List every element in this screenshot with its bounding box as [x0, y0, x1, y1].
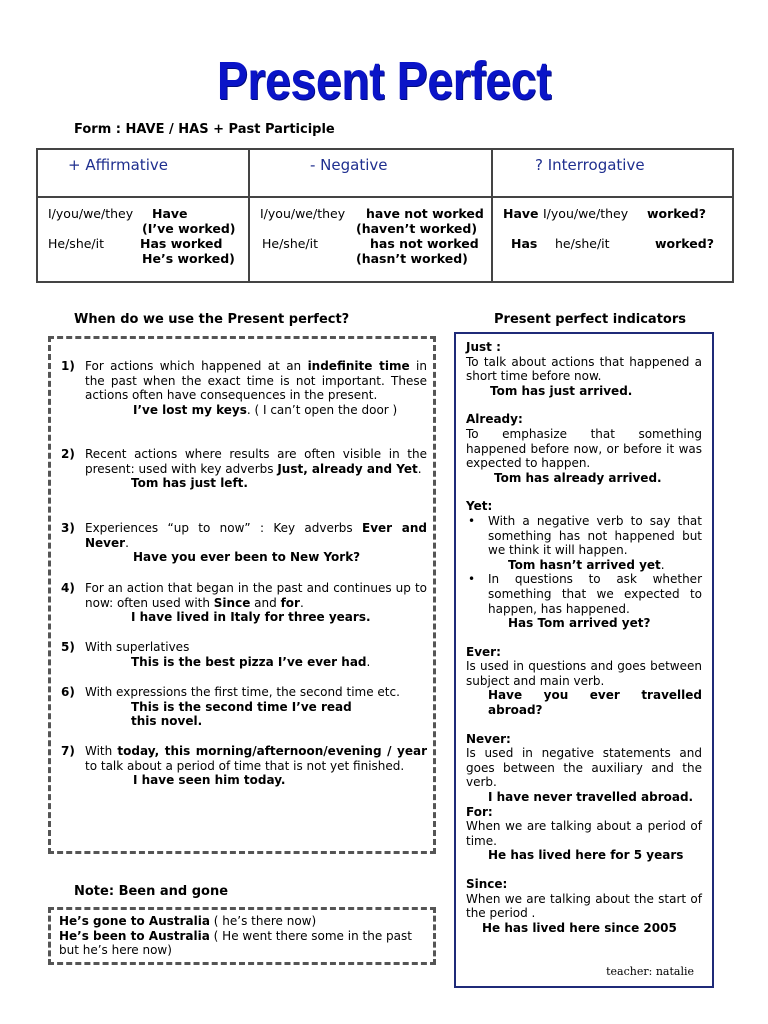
header-affirmative: + Affirmative	[38, 150, 250, 198]
just-text: To talk about actions that happened a short time before now.	[466, 354, 702, 384]
use-number: 6)	[61, 685, 75, 699]
yet-bullet-2: • In questions to ask whether something that we expected to happen, has happened.	[466, 572, 702, 616]
indicators-box	[454, 332, 714, 988]
ever-text: Is used in questions and goes between subject and main verb.	[466, 659, 702, 688]
never-text: Is used in negative statements and goes between the auxiliary and the verb.	[466, 746, 702, 790]
note-box	[48, 907, 436, 965]
use-number: 2)	[61, 447, 75, 461]
for-heading: For:	[466, 804, 493, 819]
use-item	[61, 744, 427, 788]
yet-heading: Yet:	[466, 499, 493, 514]
negative-cell	[250, 198, 493, 281]
just-example: Tom has just arrived.	[490, 383, 633, 398]
already-text: To emphasize that something happened before now, or before it was expected to happen.	[466, 426, 702, 471]
never-example: I have never travelled abroad.	[488, 790, 694, 805]
affirmative-cell	[38, 198, 250, 281]
for-text: When we are talking about a period of time.	[466, 819, 702, 848]
just-heading: Just :	[466, 340, 501, 354]
use-text: With today, this morning/afternoon/evening / year to talk about a period of time that is not yet finished.	[85, 744, 427, 773]
since-text: When we are talking about the start of the period .	[466, 891, 702, 921]
int-verb-2: worked?	[655, 236, 714, 251]
since-example: He has lived here since 2005	[482, 920, 677, 935]
int-subject-1: I/you/we/they	[543, 206, 629, 221]
use-text: Recent actions where results are often visible in the present: used with key adverbs Just, already and Yet.	[85, 447, 427, 476]
neg-verb-2: has not worked	[370, 236, 479, 251]
form-rule: Form : HAVE / HAS + Past Participle	[74, 122, 335, 137]
use-example: Have you ever been to New York?	[133, 550, 361, 565]
since-heading: Since:	[466, 877, 508, 891]
use-example: Tom has just left.	[131, 476, 248, 491]
already-example: Tom has already arrived.	[494, 470, 662, 485]
use-number: 3)	[61, 521, 75, 535]
uses-heading: When do we use the Present perfect?	[74, 312, 350, 327]
aff-verb-1: Have	[152, 206, 188, 221]
ever-example: Have you ever travelled abroad?	[488, 688, 702, 718]
use-number: 4)	[61, 581, 75, 595]
use-number: 1)	[61, 359, 75, 373]
use-example: This is the second time I’ve read this novel.	[131, 699, 352, 729]
use-example: I have seen him today.	[133, 773, 286, 788]
use-text: For an action that began in the past and continues up to now: often used with Since and for.	[85, 581, 427, 610]
indicators-heading: Present perfect indicators	[494, 312, 687, 327]
use-text: For actions which happened at an indefinite time in the past when the exact time is not important. These actions often have consequences in the present.	[85, 359, 427, 403]
aff-subject-1: I/you/we/they	[48, 206, 134, 221]
yet-example-2: Has Tom arrived yet?	[508, 616, 651, 631]
neg-subject-2: He/she/it	[262, 236, 319, 251]
int-aux-1: Have	[503, 206, 539, 221]
int-aux-2: Has	[511, 236, 538, 251]
use-example: I’ve lost my keys. ( I can’t open the door )	[133, 402, 398, 417]
use-text: Experiences “up to now” : Key adverbs Ever and Never.	[85, 521, 427, 550]
uses-box	[48, 336, 436, 854]
yet-example-1: Tom hasn’t arrived yet.	[508, 557, 665, 572]
use-example: I have lived in Italy for three years.	[131, 610, 371, 625]
int-subject-2: he/she/it	[555, 236, 610, 251]
note-line-1: He’s gone to Australia ( he’s there now)	[59, 914, 317, 928]
use-item	[61, 581, 427, 625]
neg-short-2: (hasn’t worked)	[356, 251, 468, 266]
conjugation-table	[36, 148, 734, 283]
use-number: 5)	[61, 640, 75, 654]
for-example: He has lived here for 5 years	[488, 848, 684, 863]
use-item	[61, 521, 427, 565]
yet-bullet-1: • With a negative verb to say that something has not happened but we think it will happen.	[466, 514, 702, 558]
neg-short-1: (haven’t worked)	[356, 221, 478, 236]
already-heading: Already:	[466, 412, 523, 427]
neg-verb-1: have not worked	[366, 206, 484, 221]
aff-short-2: He’s worked)	[142, 251, 235, 266]
use-item	[61, 447, 427, 491]
aff-verb-2: Has worked	[140, 236, 223, 251]
aff-subject-2: He/she/it	[48, 236, 105, 251]
note-line-2: He’s been to Australia ( He went there some in the past but he’s here now)	[59, 928, 412, 958]
use-text: With expressions the first time, the second time etc.	[85, 685, 400, 699]
header-interrogative: ? Interrogative	[493, 150, 732, 198]
never-heading: Never:	[466, 731, 511, 746]
use-item	[61, 640, 427, 669]
use-item	[61, 359, 427, 417]
interrogative-cell	[493, 198, 732, 281]
use-example: This is the best pizza I’ve ever had.	[131, 654, 371, 669]
neg-subject-1: I/you/we/they	[260, 206, 346, 221]
teacher-signature: teacher: natalie	[606, 965, 694, 979]
page-title: Present Perfect	[216, 51, 552, 111]
use-number: 7)	[61, 744, 75, 758]
use-text: With superlatives	[85, 640, 190, 654]
use-item	[61, 685, 427, 729]
ever-heading: Ever:	[466, 644, 501, 659]
int-verb-1: worked?	[647, 206, 706, 221]
header-negative: - Negative	[250, 150, 493, 198]
aff-short-1: (I’ve worked)	[142, 221, 236, 236]
note-heading: Note: Been and gone	[74, 884, 229, 899]
